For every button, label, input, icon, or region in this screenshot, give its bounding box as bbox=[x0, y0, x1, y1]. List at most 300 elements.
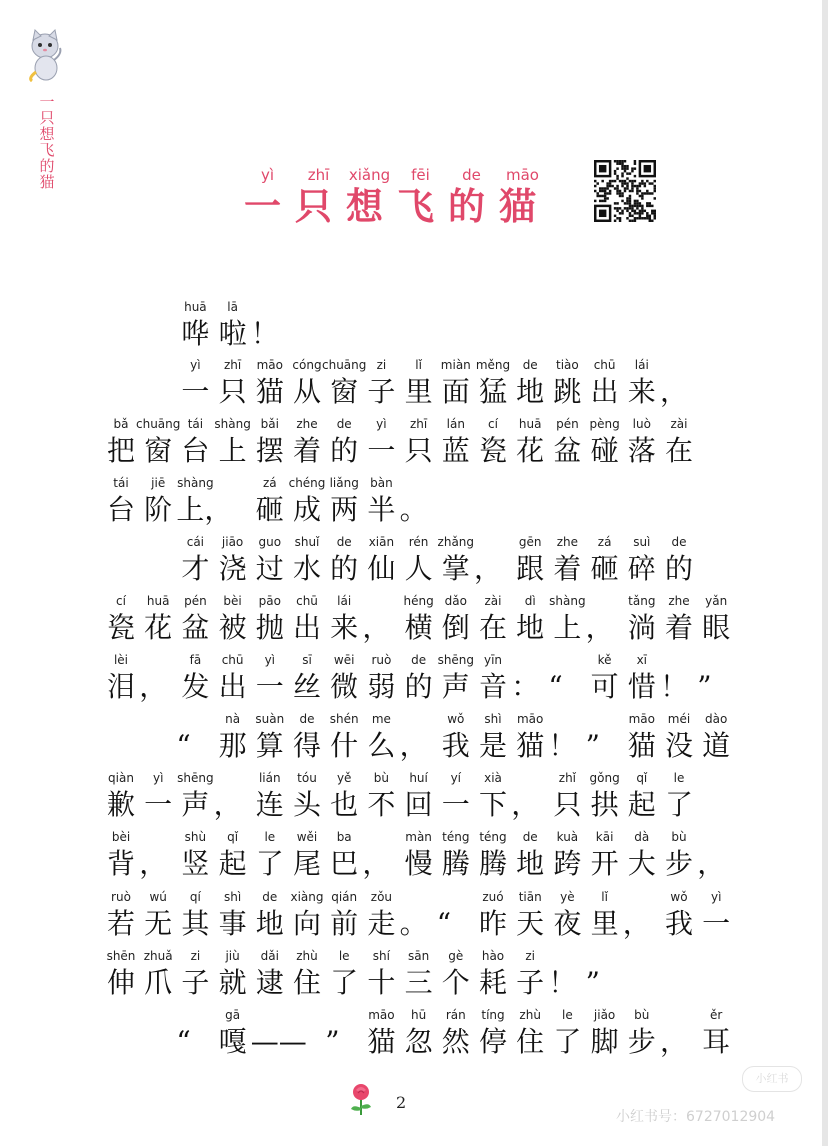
pinyin: chū bbox=[221, 653, 244, 667]
hanzi: 也 bbox=[330, 788, 359, 821]
hanzi: 哗 bbox=[181, 317, 210, 350]
character bbox=[362, 890, 400, 948]
title-hanzi: 的 bbox=[448, 184, 485, 228]
pinyin: shēng bbox=[437, 653, 475, 667]
pinyin: tiān bbox=[518, 890, 542, 904]
hanzi: 竖 bbox=[181, 847, 210, 880]
watermark-badge: 小红书 bbox=[742, 1066, 802, 1092]
hanzi: 一 bbox=[181, 375, 210, 408]
hanzi: 个 bbox=[441, 966, 470, 999]
pinyin: dǎi bbox=[260, 949, 279, 963]
punctuation bbox=[697, 830, 735, 888]
character bbox=[474, 653, 512, 711]
punctuation bbox=[400, 476, 438, 534]
hanzi: 在 bbox=[664, 434, 693, 467]
hanzi: ” bbox=[585, 729, 600, 762]
hanzi: 。 bbox=[399, 493, 428, 526]
side-title-char: 一 bbox=[39, 93, 55, 111]
hanzi: 地 bbox=[516, 611, 545, 644]
hanzi: 爪 bbox=[144, 966, 173, 999]
pinyin: dǎo bbox=[444, 594, 467, 608]
title-hanzi: 想 bbox=[346, 184, 383, 228]
hanzi: 一 bbox=[367, 434, 396, 467]
hanzi: 人 bbox=[404, 552, 433, 585]
hanzi: 住 bbox=[516, 1025, 545, 1058]
pinyin: yì bbox=[190, 358, 201, 372]
pinyin: zhù bbox=[519, 1008, 541, 1022]
hanzi: 阶 bbox=[144, 493, 173, 526]
title-hanzi: 只 bbox=[295, 184, 332, 228]
punctuation bbox=[548, 712, 586, 770]
pinyin: yì bbox=[264, 653, 276, 667]
hanzi: 花 bbox=[144, 611, 173, 644]
pinyin: chéng bbox=[288, 476, 326, 490]
title-hanzi: 一 bbox=[244, 184, 281, 228]
pinyin: māo bbox=[368, 1008, 395, 1022]
hanzi: 碰 bbox=[590, 434, 619, 467]
character bbox=[548, 594, 586, 652]
hanzi: 的 bbox=[664, 552, 693, 585]
pinyin: bàn bbox=[370, 476, 393, 490]
pinyin: zhǐ bbox=[558, 771, 577, 785]
pinyin: lǐ bbox=[601, 890, 608, 904]
pinyin: guo bbox=[258, 535, 282, 549]
hanzi: 连 bbox=[255, 788, 284, 821]
pinyin: lèi bbox=[113, 653, 129, 667]
pinyin: de bbox=[262, 890, 278, 904]
hanzi: 三 bbox=[404, 966, 433, 999]
character bbox=[697, 594, 735, 652]
character bbox=[102, 653, 140, 711]
hanzi: 音 bbox=[478, 670, 507, 703]
pinyin: liǎng bbox=[329, 476, 359, 490]
character bbox=[325, 594, 363, 652]
pinyin: suì bbox=[633, 535, 651, 549]
punctuation bbox=[251, 300, 289, 358]
text-line bbox=[0, 1008, 822, 1066]
hanzi: 着 bbox=[664, 611, 693, 644]
hanzi: 忽 bbox=[404, 1025, 433, 1058]
title-pinyin: yì bbox=[260, 166, 275, 184]
hanzi: 水 bbox=[292, 552, 321, 585]
pinyin: tiào bbox=[556, 358, 579, 372]
hanzi: ： bbox=[511, 670, 540, 703]
punctuation bbox=[548, 949, 586, 1007]
hanzi: 地 bbox=[516, 375, 545, 408]
pinyin: xiān bbox=[368, 535, 395, 549]
pinyin: zhe bbox=[296, 417, 318, 431]
pinyin: wēi bbox=[333, 653, 355, 667]
pinyin: méi bbox=[667, 712, 691, 726]
character bbox=[660, 830, 698, 888]
hanzi: 浇 bbox=[218, 552, 247, 585]
hanzi: 天 bbox=[516, 907, 545, 940]
hanzi: 台 bbox=[181, 434, 210, 467]
hanzi: 耳 bbox=[702, 1025, 731, 1058]
hanzi: ！ bbox=[548, 966, 577, 999]
pinyin: rán bbox=[445, 1008, 466, 1022]
pinyin: bù bbox=[671, 830, 687, 844]
hanzi: 倒 bbox=[441, 611, 470, 644]
pinyin: shàng bbox=[214, 417, 251, 431]
text-line bbox=[0, 417, 822, 475]
pinyin: zi bbox=[190, 949, 201, 963]
hanzi: 夜 bbox=[553, 907, 582, 940]
hanzi: 然 bbox=[441, 1025, 470, 1058]
hanzi: 猫 bbox=[367, 1025, 396, 1058]
pinyin: jiǎo bbox=[593, 1008, 616, 1022]
pinyin: cí bbox=[488, 417, 498, 431]
hanzi: 步 bbox=[664, 847, 693, 880]
pinyin: zhuǎ bbox=[143, 949, 173, 963]
pinyin: shù bbox=[184, 830, 207, 844]
hanzi: 跨 bbox=[553, 847, 582, 880]
hanzi: 被 bbox=[218, 611, 247, 644]
hanzi: 过 bbox=[255, 552, 284, 585]
hanzi: 面 bbox=[441, 375, 470, 408]
pinyin: qí bbox=[189, 890, 201, 904]
hanzi: 摆 bbox=[255, 434, 284, 467]
hanzi: ， bbox=[660, 375, 689, 408]
pinyin: shén bbox=[329, 712, 359, 726]
hanzi: 就 bbox=[218, 966, 247, 999]
pinyin: zǒu bbox=[370, 890, 393, 904]
pinyin: pāo bbox=[258, 594, 281, 608]
hanzi: 只 bbox=[404, 434, 433, 467]
character bbox=[697, 890, 735, 948]
hanzi: 了 bbox=[664, 788, 693, 821]
hanzi: 猫 bbox=[516, 729, 545, 762]
pinyin: tíng bbox=[481, 1008, 505, 1022]
hanzi: 背 bbox=[106, 847, 135, 880]
hanzi: 不 bbox=[367, 788, 396, 821]
pinyin: shàng bbox=[549, 594, 586, 608]
qr-code-icon[interactable] bbox=[594, 160, 656, 222]
hanzi: ， bbox=[139, 847, 168, 880]
pinyin: tǎng bbox=[628, 594, 656, 608]
pinyin: bù bbox=[634, 1008, 650, 1022]
pinyin: xī bbox=[636, 653, 648, 667]
pinyin: de bbox=[411, 653, 427, 667]
pinyin: xià bbox=[484, 771, 502, 785]
hanzi: 地 bbox=[255, 907, 284, 940]
hanzi: 慢 bbox=[404, 847, 433, 880]
hanzi: 是 bbox=[478, 729, 507, 762]
character bbox=[474, 771, 512, 829]
hanzi: 什 bbox=[330, 729, 359, 762]
hanzi: 十 bbox=[367, 966, 396, 999]
text-line bbox=[0, 594, 822, 652]
text-line bbox=[0, 358, 822, 416]
hanzi: 出 bbox=[590, 375, 619, 408]
hanzi: 只 bbox=[218, 375, 247, 408]
pinyin: lǐ bbox=[415, 358, 422, 372]
character bbox=[660, 535, 698, 593]
pinyin: tái bbox=[113, 476, 129, 490]
pinyin: bǎ bbox=[113, 417, 129, 431]
hanzi: 从 bbox=[292, 375, 321, 408]
text-line bbox=[0, 476, 822, 534]
pinyin: huā bbox=[518, 417, 542, 431]
pinyin: wú bbox=[149, 890, 167, 904]
pinyin: yǎn bbox=[705, 594, 728, 608]
pinyin: téng bbox=[479, 830, 507, 844]
character bbox=[660, 771, 698, 829]
hanzi: 碎 bbox=[627, 552, 656, 585]
pinyin: gēn bbox=[518, 535, 542, 549]
pinyin: jiē bbox=[151, 476, 166, 490]
pinyin: qiàn bbox=[108, 771, 134, 785]
pinyin: měng bbox=[475, 358, 511, 372]
pinyin: de bbox=[336, 417, 352, 431]
hanzi: ， bbox=[585, 611, 614, 644]
rose-flower-icon bbox=[348, 1082, 374, 1116]
pinyin: shēn bbox=[106, 949, 136, 963]
hanzi: ！ bbox=[660, 670, 689, 703]
text-line bbox=[0, 712, 822, 770]
hanzi: 跳 bbox=[553, 375, 582, 408]
hanzi: 仙 bbox=[367, 552, 396, 585]
pinyin: kě bbox=[597, 653, 612, 667]
hanzi: 昨 bbox=[478, 907, 507, 940]
hanzi: 我 bbox=[441, 729, 470, 762]
hanzi: 前 bbox=[330, 907, 359, 940]
character bbox=[697, 712, 735, 770]
pinyin: yí bbox=[450, 771, 462, 785]
hanzi: 的 bbox=[404, 670, 433, 703]
pinyin: shì bbox=[223, 890, 242, 904]
hanzi: 着 bbox=[553, 552, 582, 585]
pinyin: zhe bbox=[556, 535, 579, 549]
hanzi: 一 bbox=[702, 907, 731, 940]
page-edge bbox=[822, 0, 828, 1146]
hanzi: 算 bbox=[255, 729, 284, 762]
watermark-text: 小红书号：6727012904 bbox=[616, 1109, 776, 1125]
text-line bbox=[0, 535, 822, 593]
pinyin: wǒ bbox=[670, 890, 688, 904]
pinyin: pén bbox=[184, 594, 207, 608]
hanzi: 里 bbox=[590, 907, 619, 940]
character bbox=[697, 1008, 735, 1066]
pinyin: màn bbox=[405, 830, 432, 844]
title-pinyin: zhī bbox=[307, 166, 330, 184]
hanzi: 大 bbox=[627, 847, 656, 880]
pinyin: shēng bbox=[177, 771, 214, 785]
hanzi: 其 bbox=[181, 907, 210, 940]
pinyin: ba bbox=[336, 830, 352, 844]
hanzi: ， bbox=[213, 788, 242, 821]
pinyin: tái bbox=[187, 417, 204, 431]
text-line bbox=[0, 890, 822, 948]
cat-logo-icon bbox=[24, 28, 66, 82]
hanzi: 上 bbox=[218, 434, 247, 467]
pinyin: zá bbox=[597, 535, 612, 549]
hanzi: 蓝 bbox=[441, 434, 470, 467]
character bbox=[214, 300, 252, 358]
hanzi: ， bbox=[362, 611, 391, 644]
character bbox=[214, 1008, 252, 1066]
title-pinyin: de bbox=[462, 166, 481, 184]
side-title-char: 飞 bbox=[39, 141, 55, 159]
hanzi: 停 bbox=[478, 1025, 507, 1058]
hanzi: 掌 bbox=[441, 552, 470, 585]
pinyin: māo bbox=[256, 358, 283, 372]
pinyin: yīn bbox=[483, 653, 503, 667]
text-line bbox=[0, 830, 822, 888]
hanzi: ， bbox=[697, 847, 726, 880]
pinyin: zi bbox=[525, 949, 535, 963]
hanzi: 出 bbox=[218, 670, 247, 703]
hanzi: “ bbox=[548, 670, 563, 703]
character bbox=[511, 712, 549, 770]
pinyin: luò bbox=[632, 417, 651, 431]
pinyin: le bbox=[673, 771, 685, 785]
pinyin: zài bbox=[484, 594, 502, 608]
hanzi: 一 bbox=[441, 788, 470, 821]
hanzi: 声 bbox=[441, 670, 470, 703]
hanzi: 开 bbox=[590, 847, 619, 880]
hanzi: 走 bbox=[367, 907, 396, 940]
hanzi: 啦 bbox=[218, 317, 247, 350]
hanzi: 才 bbox=[181, 552, 210, 585]
pinyin: zhe bbox=[668, 594, 690, 608]
hanzi: 么 bbox=[367, 729, 396, 762]
pinyin: qián bbox=[331, 890, 358, 904]
hanzi: “ bbox=[176, 729, 191, 762]
pinyin: sān bbox=[407, 949, 430, 963]
pinyin: ěr bbox=[710, 1008, 723, 1022]
pinyin: bù bbox=[373, 771, 389, 785]
hanzi: 落 bbox=[627, 434, 656, 467]
hanzi: 猫 bbox=[255, 375, 284, 408]
pinyin: tóu bbox=[297, 771, 317, 785]
hanzi: 没 bbox=[664, 729, 693, 762]
pinyin: zài bbox=[670, 417, 688, 431]
hanzi: 下 bbox=[478, 788, 507, 821]
hanzi: ， bbox=[511, 788, 540, 821]
pinyin: yì bbox=[710, 890, 722, 904]
pinyin: qǐ bbox=[636, 771, 648, 785]
pinyin: le bbox=[562, 1008, 573, 1022]
hanzi: 丝 bbox=[292, 670, 321, 703]
punctuation bbox=[511, 653, 549, 711]
hanzi: 盆 bbox=[181, 611, 210, 644]
pinyin: lán bbox=[446, 417, 465, 431]
pinyin: bèi bbox=[223, 594, 242, 608]
character bbox=[623, 653, 661, 711]
pinyin: zhǎng bbox=[437, 535, 475, 549]
pinyin: de bbox=[522, 358, 538, 372]
hanzi: 耗 bbox=[478, 966, 507, 999]
hanzi: “ bbox=[436, 907, 452, 940]
hanzi: 半 bbox=[367, 493, 396, 526]
pinyin: zhù bbox=[296, 949, 318, 963]
pinyin: nà bbox=[225, 712, 241, 726]
character bbox=[623, 1008, 661, 1066]
pinyin: jiāo bbox=[221, 535, 244, 549]
hanzi: 砸 bbox=[255, 493, 284, 526]
hanzi: 上 bbox=[553, 611, 582, 644]
pinyin: bèi bbox=[111, 830, 131, 844]
character bbox=[176, 771, 214, 829]
character bbox=[362, 712, 400, 770]
pinyin: lái bbox=[337, 594, 352, 608]
pinyin: chū bbox=[593, 358, 616, 372]
pinyin: ruò bbox=[111, 890, 131, 904]
hanzi: ” bbox=[325, 1025, 340, 1058]
pinyin: dì bbox=[524, 594, 536, 608]
hanzi: 地 bbox=[516, 847, 545, 880]
hanzi: 道 bbox=[702, 729, 731, 762]
hanzi: 出 bbox=[292, 611, 321, 644]
hanzi: 住 bbox=[292, 966, 321, 999]
punctuation bbox=[250, 1008, 307, 1066]
hanzi: 头 bbox=[292, 788, 321, 821]
pinyin: hào bbox=[481, 949, 505, 963]
pinyin: hū bbox=[410, 1008, 427, 1022]
hanzi: ！ bbox=[548, 729, 577, 762]
hanzi: 了 bbox=[553, 1025, 582, 1058]
pinyin: māo bbox=[628, 712, 655, 726]
pinyin: huā bbox=[184, 300, 207, 314]
hanzi: 花 bbox=[516, 434, 545, 467]
hanzi: 两 bbox=[330, 493, 359, 526]
pinyin: shí bbox=[372, 949, 390, 963]
hanzi: 的 bbox=[330, 434, 359, 467]
hanzi: 腾 bbox=[441, 847, 470, 880]
pinyin: cí bbox=[116, 594, 126, 608]
hanzi: 脚 bbox=[590, 1025, 619, 1058]
pinyin: gè bbox=[448, 949, 464, 963]
hanzi: 猛 bbox=[478, 375, 507, 408]
hanzi: 台 bbox=[106, 493, 135, 526]
punctuation bbox=[660, 358, 698, 416]
character bbox=[176, 476, 233, 534]
pinyin: cóng bbox=[292, 358, 322, 372]
hanzi: ， bbox=[399, 729, 428, 762]
pinyin: pén bbox=[556, 417, 579, 431]
punctuation bbox=[660, 653, 698, 711]
hanzi: 腾 bbox=[478, 847, 507, 880]
hanzi: 把 bbox=[106, 434, 135, 467]
pinyin: xiàng bbox=[290, 890, 324, 904]
title-pinyin: māo bbox=[506, 166, 539, 184]
side-running-title bbox=[37, 94, 57, 190]
hanzi: ， bbox=[660, 1025, 689, 1058]
pinyin: zá bbox=[262, 476, 277, 490]
hanzi: 歉 bbox=[106, 788, 135, 821]
hanzi: 声 bbox=[181, 788, 210, 821]
pinyin: dào bbox=[705, 712, 728, 726]
hanzi: 一 bbox=[255, 670, 284, 703]
hanzi: 着 bbox=[292, 434, 321, 467]
hanzi: 事 bbox=[218, 907, 247, 940]
pinyin: qǐ bbox=[227, 830, 239, 844]
pinyin: lián bbox=[258, 771, 281, 785]
title-pinyin: fēi bbox=[411, 166, 430, 184]
hanzi: 尾 bbox=[292, 847, 321, 880]
title-hanzi: 猫 bbox=[499, 184, 536, 228]
hanzi: 起 bbox=[218, 847, 247, 880]
hanzi: ， bbox=[622, 907, 651, 940]
pinyin: chuāng bbox=[321, 358, 367, 372]
pinyin: huā bbox=[146, 594, 170, 608]
hanzi: 只 bbox=[553, 788, 582, 821]
hanzi: 成 bbox=[292, 493, 321, 526]
hanzi: ！ bbox=[250, 317, 279, 350]
hanzi: 来 bbox=[330, 611, 359, 644]
hanzi: 抛 bbox=[255, 611, 284, 644]
